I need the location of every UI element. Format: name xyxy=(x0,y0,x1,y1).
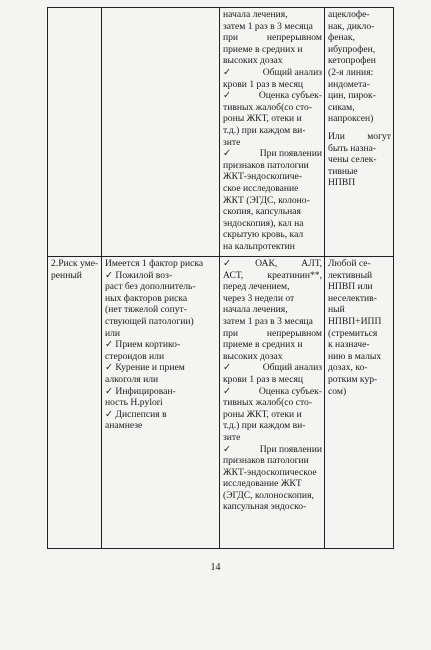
text-line: кетопрофен xyxy=(328,55,376,67)
text-line: ✓ Пожилой воз- xyxy=(105,269,173,281)
text-line: тивных жалоб(со сто- xyxy=(223,101,313,113)
text-line: нию в малых xyxy=(328,350,382,362)
text-line: при непрерывном xyxy=(223,327,322,339)
text-line: анамнезе xyxy=(105,420,143,432)
text-line: тивные xyxy=(328,165,358,177)
text-line: капсульная эндоско- xyxy=(223,501,307,513)
text-line: ✓ Оценка субъек- xyxy=(223,90,322,102)
text-line: ✓ Диспепсия в xyxy=(105,408,167,420)
text-line: зите xyxy=(223,136,241,148)
text-line: (стремиться xyxy=(328,327,378,339)
text-line: ✓ Оценка субъек- xyxy=(223,385,322,397)
text-line: ных факторов риска xyxy=(105,292,188,304)
text-line: к назначе- xyxy=(328,339,370,351)
text-line: быть назна- xyxy=(328,142,377,154)
text-line: (ЭГДС, колоноскопия, xyxy=(223,489,314,501)
text-line: приеме в средних и xyxy=(223,43,303,55)
text-line: индомета- xyxy=(328,78,370,90)
text-line: фенак, xyxy=(328,32,355,44)
text-line: ✓ Инфицирован- xyxy=(105,385,176,397)
text-line: на кальпротектин xyxy=(223,240,295,252)
text-line: т.д.) при каждом ви- xyxy=(223,420,306,432)
risk-factors-cell xyxy=(102,8,220,257)
text-line: ✓ Общий анализ xyxy=(223,66,322,78)
text-line: эндоскопия), кал на xyxy=(223,217,304,229)
text-line: чены селек- xyxy=(328,154,377,166)
text-line: ✓ Курение и прием xyxy=(105,362,185,374)
text-line: роны ЖКТ, отеки и xyxy=(223,113,302,125)
text-line: сом) xyxy=(328,385,347,397)
text-line: скопия, капсульная xyxy=(223,206,301,218)
text-line: ЖКТ-эндоскопическое xyxy=(223,466,317,478)
text-line: ибупрофен, xyxy=(328,43,376,55)
text-line: затем 1 раз в 3 месяца xyxy=(223,20,313,32)
text-line: высоких дозах xyxy=(223,350,283,362)
recommended-drugs-cell xyxy=(325,8,394,257)
text-line: роны ЖКТ, отеки и xyxy=(223,408,302,420)
text-line: напроксен) xyxy=(328,113,374,125)
monitoring-cell xyxy=(220,257,325,549)
text-line: АСТ, креатинин**, xyxy=(223,269,322,281)
text-line: (2-я линия: xyxy=(328,66,374,78)
text-line: Любой се- xyxy=(328,258,371,269)
text-line: ротким кур- xyxy=(328,373,378,385)
text-line: ЖКТ (ЭГДС, колоно- xyxy=(223,194,310,206)
treatment-table xyxy=(47,7,394,549)
text-line: перед лечением, xyxy=(223,281,290,293)
text-line: алкоголя или xyxy=(105,373,159,385)
text-line: крови 1 раз в месяц xyxy=(223,78,304,90)
text-line: признаков патологии xyxy=(223,455,309,467)
text-line: сикам, xyxy=(328,101,355,113)
text-line: ✓ При появлении xyxy=(223,148,322,160)
text-line: неселектив- xyxy=(328,292,377,304)
page-number: 14 xyxy=(210,562,221,573)
text-line: ✓ ОАК, АЛТ, xyxy=(223,258,322,269)
text-line: затем 1 раз в 3 месяца xyxy=(223,315,313,327)
text-line: стероидов или xyxy=(105,350,165,362)
text-line: начала лечения, xyxy=(223,304,288,316)
text-line: ✓ Прием кортико- xyxy=(105,339,181,351)
text-line: признаков патологии xyxy=(223,159,309,171)
text-line: ацеклофе- xyxy=(328,9,370,20)
text-line: НПВП или xyxy=(328,281,373,293)
text-line: (нет тяжелой сопут- xyxy=(105,304,187,316)
text-line: зите xyxy=(223,431,241,443)
text-line: 2.Риск уме- xyxy=(51,258,99,269)
text-line: скрытую кровь, кал xyxy=(223,229,304,241)
risk-level-cell xyxy=(48,257,102,549)
text-line: при непрерывном xyxy=(223,32,322,44)
text-line: ✓ При появлении xyxy=(223,443,322,455)
text-line: высоких дозах xyxy=(223,55,283,67)
text-line: т.д.) при каждом ви- xyxy=(223,124,306,136)
text-line: НПВП xyxy=(328,177,356,189)
text-line: цин, пирок- xyxy=(328,90,376,102)
text-line: тивных жалоб(со сто- xyxy=(223,397,313,409)
text-line: ✓ Общий анализ xyxy=(223,362,322,374)
risk-level-cell xyxy=(48,8,102,257)
text-line: или xyxy=(105,327,121,339)
monitoring-cell xyxy=(220,8,325,257)
text-line: ный xyxy=(328,304,345,316)
text-line: через 3 недели от xyxy=(223,292,295,304)
text-line: ствующей патологии) xyxy=(105,315,194,327)
text-line: ское исследование xyxy=(223,182,299,194)
text-line: крови 1 раз в месяц xyxy=(223,373,304,385)
table-row xyxy=(48,8,394,257)
recommended-drugs-cell xyxy=(325,257,394,549)
text-line: нак, дикло- xyxy=(328,20,375,32)
text-line: Или могут xyxy=(328,130,391,142)
text-line: лективный xyxy=(328,269,373,281)
text-line: исследование ЖКТ xyxy=(223,478,302,490)
text-line: Имеется 1 фактор риска xyxy=(105,258,204,269)
text-line: начала лечения, xyxy=(223,9,288,20)
text-line: раст без дополнитель- xyxy=(105,281,196,293)
text-line: НПВП+ИПП xyxy=(328,315,382,327)
text-line: ЖКТ-эндоскопиче- xyxy=(223,171,302,183)
risk-factors-cell xyxy=(102,257,220,549)
text-line: дозах, ко- xyxy=(328,362,368,374)
text-line: приеме в средних и xyxy=(223,339,303,351)
text-line: ность H.pylori xyxy=(105,397,163,409)
table-row xyxy=(48,257,394,549)
text-line: ренный xyxy=(51,269,82,281)
